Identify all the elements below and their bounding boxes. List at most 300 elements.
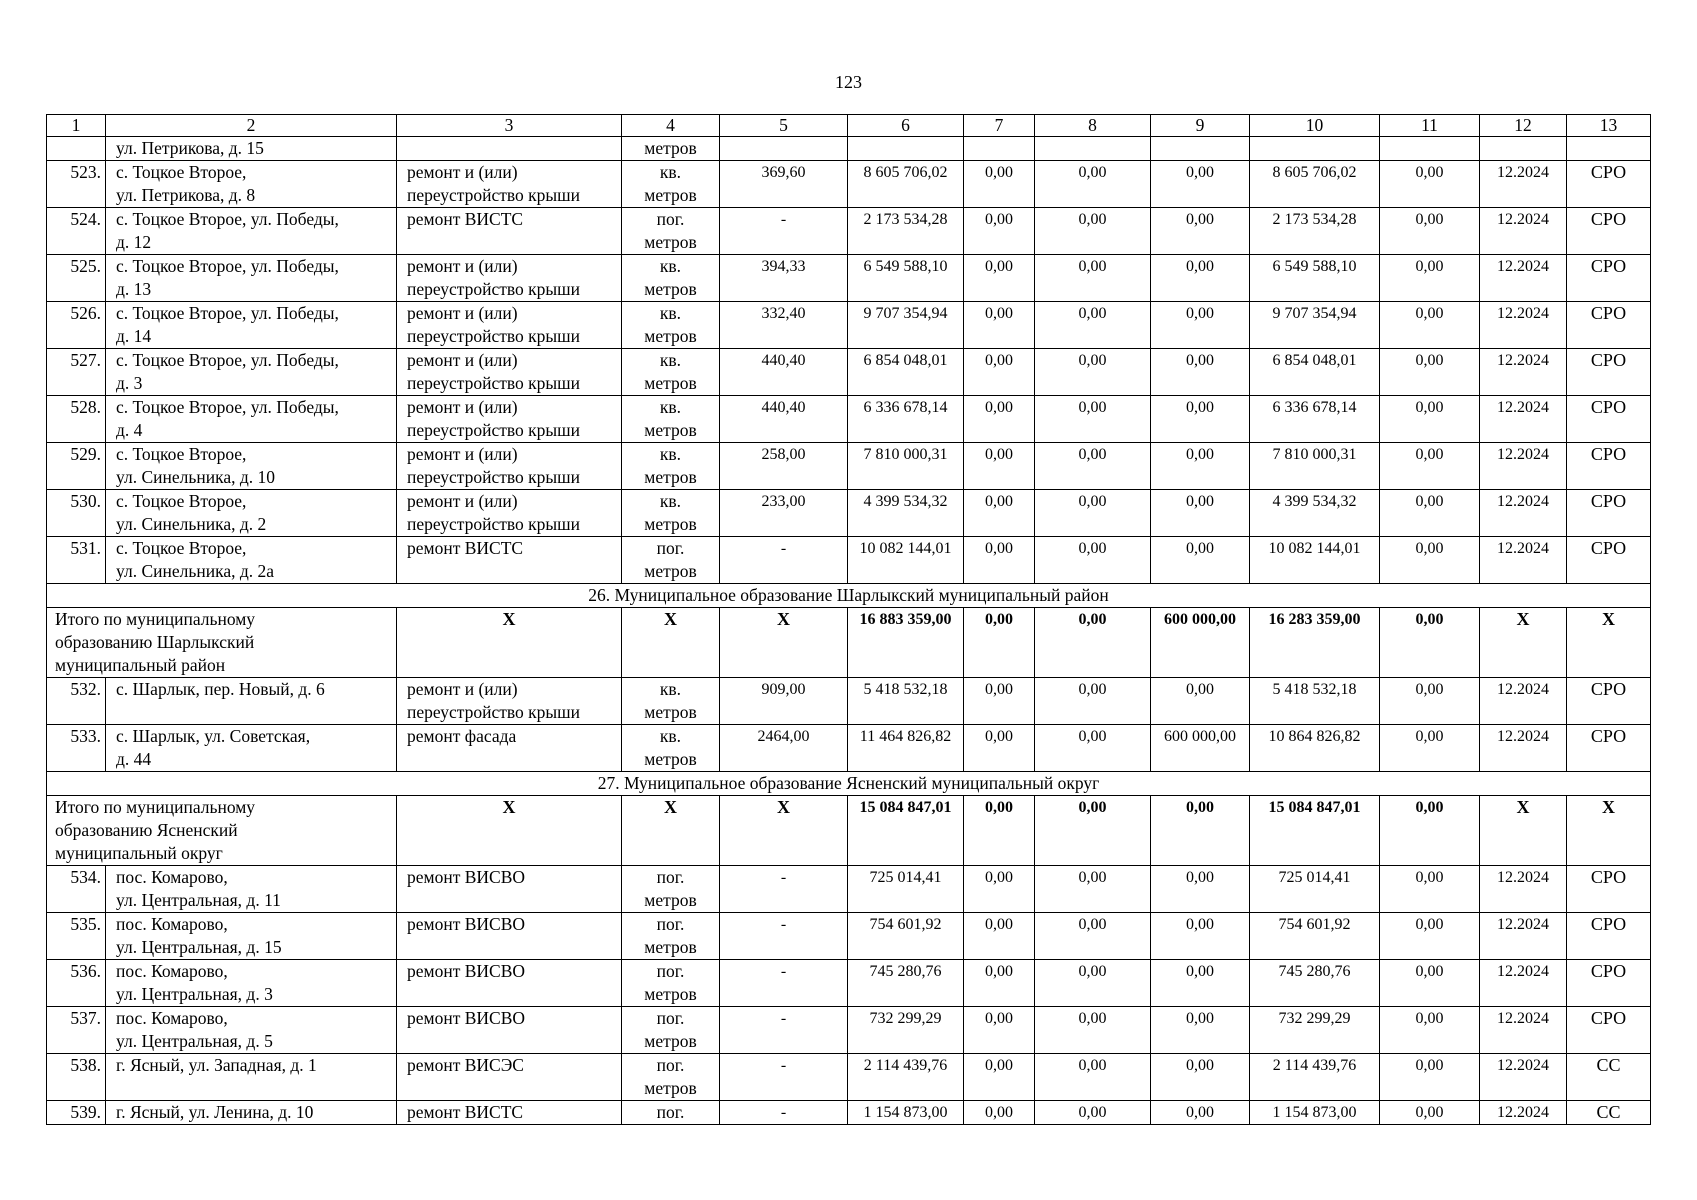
deadline-cell: 12.2024 bbox=[1480, 349, 1567, 396]
unit-cell bbox=[622, 208, 720, 255]
row-number: 536. bbox=[47, 960, 106, 1007]
work-type-cell-line: ремонт и (или) bbox=[407, 350, 518, 370]
volume-cell: - bbox=[720, 960, 848, 1007]
cost-cell: 725 014,41 bbox=[848, 866, 964, 913]
row-number: 537. bbox=[47, 1007, 106, 1054]
address-cell-line: д. 3 bbox=[116, 373, 143, 393]
unit-cell bbox=[622, 1101, 720, 1125]
cost-cell: 754 601,92 bbox=[848, 913, 964, 960]
col10-cell: 2 114 439,76 bbox=[1250, 1054, 1380, 1101]
address-cell-line: г. Ясный, ул. Ленина, д. 10 bbox=[116, 1102, 314, 1122]
method-cell: СС bbox=[1567, 1054, 1651, 1101]
table-row bbox=[47, 255, 1651, 302]
address-cell bbox=[106, 866, 397, 913]
method-cell: СРО bbox=[1567, 255, 1651, 302]
col11-cell: 0,00 bbox=[1380, 1007, 1480, 1054]
unit-cell-line: метров bbox=[644, 1078, 697, 1098]
column-header: 13 bbox=[1567, 115, 1651, 137]
address-cell-line: с. Шарлык, пер. Новый, д. 6 bbox=[116, 679, 325, 699]
col7-cell: 0,00 bbox=[964, 349, 1035, 396]
deadline-cell: 12.2024 bbox=[1480, 302, 1567, 349]
col11-cell: 0,00 bbox=[1380, 161, 1480, 208]
method-cell: СРО bbox=[1567, 960, 1651, 1007]
address-cell-line: д. 4 bbox=[116, 420, 143, 440]
address-cell-line: пос. Комарово, bbox=[116, 867, 228, 887]
col7-cell: 0,00 bbox=[964, 960, 1035, 1007]
col9-cell: 600 000,00 bbox=[1151, 725, 1250, 772]
address-cell-line: с. Тоцкое Второе, ул. Победы, bbox=[116, 256, 339, 276]
col10-cell bbox=[1250, 137, 1380, 161]
column-header: 1 bbox=[47, 115, 106, 137]
col8-cell: 0,00 bbox=[1035, 443, 1151, 490]
work-type-cell-line: переустройство крыши bbox=[407, 326, 580, 346]
col11-cell: 0,00 bbox=[1380, 349, 1480, 396]
col10-cell: 6 854 048,01 bbox=[1250, 349, 1380, 396]
col11-cell: 0,00 bbox=[1380, 490, 1480, 537]
work-type-cell-line: ремонт ВИСТС bbox=[407, 1102, 524, 1122]
total-label bbox=[47, 796, 397, 866]
total-col8: 0,00 bbox=[1035, 796, 1151, 866]
address-cell-line: ул. Синельника, д. 10 bbox=[116, 467, 275, 487]
method-cell: СРО bbox=[1567, 913, 1651, 960]
method-cell: СРО bbox=[1567, 349, 1651, 396]
unit-cell-line: метров bbox=[644, 232, 697, 252]
col10-cell: 725 014,41 bbox=[1250, 866, 1380, 913]
col11-cell: 0,00 bbox=[1380, 208, 1480, 255]
unit-cell-line: кв. bbox=[659, 397, 682, 417]
work-type-cell-line: ремонт ВИСВО bbox=[407, 867, 526, 887]
col9-cell: 0,00 bbox=[1151, 443, 1250, 490]
col8-cell bbox=[1035, 137, 1151, 161]
unit-cell-line: метров bbox=[644, 420, 697, 440]
col9-cell: 0,00 bbox=[1151, 1101, 1250, 1125]
col8-cell: 0,00 bbox=[1035, 208, 1151, 255]
col10-cell: 8 605 706,02 bbox=[1250, 161, 1380, 208]
col11-cell: 0,00 bbox=[1380, 396, 1480, 443]
work-type-cell bbox=[397, 866, 622, 913]
work-type-cell bbox=[397, 443, 622, 490]
total-cost: 16 883 359,00 bbox=[848, 608, 964, 678]
work-type-cell bbox=[397, 137, 622, 161]
address-cell bbox=[106, 349, 397, 396]
address-cell-line: с. Тоцкое Второе, ул. Победы, bbox=[116, 350, 339, 370]
col11-cell: 0,00 bbox=[1380, 255, 1480, 302]
col9-cell: 0,00 bbox=[1151, 255, 1250, 302]
work-type-cell-line: ремонт ВИСТС bbox=[407, 538, 524, 558]
unit-cell-line: пог. bbox=[656, 538, 685, 558]
row-number: 523. bbox=[47, 161, 106, 208]
col9-cell: 0,00 bbox=[1151, 208, 1250, 255]
table-row bbox=[47, 161, 1651, 208]
work-type-cell-line: ремонт и (или) bbox=[407, 679, 518, 699]
col11-cell: 0,00 bbox=[1380, 960, 1480, 1007]
table-row bbox=[47, 208, 1651, 255]
header-row bbox=[47, 115, 1651, 137]
unit-cell-line: метров bbox=[644, 514, 697, 534]
volume-cell: 233,00 bbox=[720, 490, 848, 537]
address-cell bbox=[106, 255, 397, 302]
address-cell bbox=[106, 1054, 397, 1101]
col10-cell: 10 864 826,82 bbox=[1250, 725, 1380, 772]
col8-cell: 0,00 bbox=[1035, 349, 1151, 396]
deadline-cell: 12.2024 bbox=[1480, 1007, 1567, 1054]
col7-cell: 0,00 bbox=[964, 1101, 1035, 1125]
row-number: 526. bbox=[47, 302, 106, 349]
deadline-cell: 12.2024 bbox=[1480, 255, 1567, 302]
volume-cell: - bbox=[720, 537, 848, 584]
work-type-cell bbox=[397, 960, 622, 1007]
unit-cell-line: кв. bbox=[659, 256, 682, 276]
column-header: 12 bbox=[1480, 115, 1567, 137]
volume-cell: - bbox=[720, 1007, 848, 1054]
work-type-cell-line: переустройство крыши bbox=[407, 185, 580, 205]
col10-cell: 732 299,29 bbox=[1250, 1007, 1380, 1054]
unit-cell-line: пог. bbox=[656, 867, 685, 887]
col11-cell: 0,00 bbox=[1380, 537, 1480, 584]
address-cell bbox=[106, 490, 397, 537]
work-type-cell-line: ремонт и (или) bbox=[407, 303, 518, 323]
address-cell-line: пос. Комарово, bbox=[116, 914, 228, 934]
total-label-line: Итого по муниципальному bbox=[55, 797, 256, 817]
work-type-cell-line: переустройство крыши bbox=[407, 467, 580, 487]
col8-cell: 0,00 bbox=[1035, 302, 1151, 349]
address-cell-line: ул. Петрикова, д. 8 bbox=[116, 185, 256, 205]
work-type-cell-line: ремонт фасада bbox=[407, 726, 517, 746]
work-type-cell-line: ремонт и (или) bbox=[407, 256, 518, 276]
table-row bbox=[47, 396, 1651, 443]
work-type-cell bbox=[397, 161, 622, 208]
unit-cell bbox=[622, 1054, 720, 1101]
deadline-cell: 12.2024 bbox=[1480, 490, 1567, 537]
volume-cell: - bbox=[720, 913, 848, 960]
col8-cell: 0,00 bbox=[1035, 1101, 1151, 1125]
unit-cell-line: метров bbox=[644, 702, 697, 722]
address-cell-line: с. Шарлык, ул. Советская, bbox=[116, 726, 311, 746]
total-col10: 16 283 359,00 bbox=[1250, 608, 1380, 678]
col9-cell: 0,00 bbox=[1151, 866, 1250, 913]
address-cell-line: с. Тоцкое Второе, bbox=[116, 162, 247, 182]
method-cell: СРО bbox=[1567, 866, 1651, 913]
unit-cell-line: кв. bbox=[659, 444, 682, 464]
total-col12: X bbox=[1480, 608, 1567, 678]
table-row bbox=[47, 960, 1651, 1007]
cost-cell: 6 549 588,10 bbox=[848, 255, 964, 302]
method-cell: СРО bbox=[1567, 208, 1651, 255]
col9-cell: 0,00 bbox=[1151, 678, 1250, 725]
deadline-cell: 12.2024 bbox=[1480, 161, 1567, 208]
row-number: 535. bbox=[47, 913, 106, 960]
col10-cell: 7 810 000,31 bbox=[1250, 443, 1380, 490]
address-cell bbox=[106, 537, 397, 584]
table-row bbox=[47, 913, 1651, 960]
work-type-cell-line: ремонт ВИСВО bbox=[407, 961, 526, 981]
work-type-cell bbox=[397, 1101, 622, 1125]
page-number: 123 bbox=[835, 72, 862, 92]
work-type-cell-line: ремонт ВИСТС bbox=[407, 209, 524, 229]
work-type-cell bbox=[397, 678, 622, 725]
work-type-cell-line: ремонт и (или) bbox=[407, 491, 518, 511]
unit-cell bbox=[622, 490, 720, 537]
section-title: 27. Муниципальное образование Ясненский муниципальный округ bbox=[47, 772, 1651, 796]
address-cell-line: ул. Синельника, д. 2а bbox=[116, 561, 275, 581]
address-cell-line: с. Тоцкое Второе, bbox=[116, 538, 247, 558]
col11-cell: 0,00 bbox=[1380, 1101, 1480, 1125]
volume-cell: 440,40 bbox=[720, 396, 848, 443]
col9-cell: 0,00 bbox=[1151, 161, 1250, 208]
row-number: 534. bbox=[47, 866, 106, 913]
total-col3: X bbox=[397, 796, 622, 866]
col7-cell: 0,00 bbox=[964, 396, 1035, 443]
col7-cell bbox=[964, 137, 1035, 161]
table-row bbox=[47, 1054, 1651, 1101]
address-cell bbox=[106, 725, 397, 772]
col7-cell: 0,00 bbox=[964, 161, 1035, 208]
work-type-cell-line: ремонт и (или) bbox=[407, 444, 518, 464]
col7-cell: 0,00 bbox=[964, 678, 1035, 725]
row-number: 525. bbox=[47, 255, 106, 302]
volume-cell bbox=[720, 137, 848, 161]
cost-cell: 5 418 532,18 bbox=[848, 678, 964, 725]
deadline-cell: 12.2024 bbox=[1480, 678, 1567, 725]
address-cell-line: с. Тоцкое Второе, ул. Победы, bbox=[116, 209, 339, 229]
column-header: 6 bbox=[848, 115, 964, 137]
address-cell-line: ул. Петрикова, д. 15 bbox=[116, 138, 264, 158]
deadline-cell: 12.2024 bbox=[1480, 208, 1567, 255]
table-row bbox=[47, 349, 1651, 396]
col7-cell: 0,00 bbox=[964, 302, 1035, 349]
unit-cell-line: пог. bbox=[656, 1055, 685, 1075]
volume-cell: 2464,00 bbox=[720, 725, 848, 772]
row-number: 531. bbox=[47, 537, 106, 584]
total-label-line: муниципальный округ bbox=[55, 843, 223, 863]
volume-cell: - bbox=[720, 1101, 848, 1125]
col9-cell: 0,00 bbox=[1151, 490, 1250, 537]
unit-cell bbox=[622, 960, 720, 1007]
total-label-line: образованию Ясненский bbox=[55, 820, 238, 840]
col9-cell: 0,00 bbox=[1151, 537, 1250, 584]
unit-cell-line: пог. bbox=[656, 1008, 685, 1028]
deadline-cell: 12.2024 bbox=[1480, 537, 1567, 584]
col11-cell: 0,00 bbox=[1380, 443, 1480, 490]
unit-cell bbox=[622, 866, 720, 913]
deadline-cell: 12.2024 bbox=[1480, 913, 1567, 960]
col9-cell: 0,00 bbox=[1151, 913, 1250, 960]
total-col7: 0,00 bbox=[964, 608, 1035, 678]
cost-cell: 732 299,29 bbox=[848, 1007, 964, 1054]
total-label-line: образованию Шарлыкский bbox=[55, 632, 255, 652]
total-row bbox=[47, 608, 1651, 678]
cost-cell: 6 854 048,01 bbox=[848, 349, 964, 396]
cost-cell: 9 707 354,94 bbox=[848, 302, 964, 349]
col7-cell: 0,00 bbox=[964, 537, 1035, 584]
column-header: 11 bbox=[1380, 115, 1480, 137]
unit-cell bbox=[622, 443, 720, 490]
unit-cell-line: кв. bbox=[659, 350, 682, 370]
unit-cell bbox=[622, 1007, 720, 1054]
address-cell bbox=[106, 396, 397, 443]
address-cell-line: с. Тоцкое Второе, ул. Победы, bbox=[116, 303, 339, 323]
unit-cell bbox=[622, 913, 720, 960]
volume-cell: - bbox=[720, 866, 848, 913]
method-cell: СРО bbox=[1567, 443, 1651, 490]
work-type-cell bbox=[397, 725, 622, 772]
total-col9: 600 000,00 bbox=[1151, 608, 1250, 678]
address-cell-line: г. Ясный, ул. Западная, д. 1 bbox=[116, 1055, 317, 1075]
unit-cell-line: метров bbox=[644, 984, 697, 1004]
total-col9: 0,00 bbox=[1151, 796, 1250, 866]
total-col4: X bbox=[622, 796, 720, 866]
method-cell: СРО bbox=[1567, 302, 1651, 349]
total-row bbox=[47, 796, 1651, 866]
column-header: 4 bbox=[622, 115, 720, 137]
unit-cell bbox=[622, 137, 720, 161]
cost-cell: 2 173 534,28 bbox=[848, 208, 964, 255]
unit-cell-line: кв. bbox=[659, 162, 682, 182]
total-col4: X bbox=[622, 608, 720, 678]
row-number: 529. bbox=[47, 443, 106, 490]
unit-cell bbox=[622, 725, 720, 772]
col8-cell: 0,00 bbox=[1035, 255, 1151, 302]
cost-cell: 7 810 000,31 bbox=[848, 443, 964, 490]
volume-cell: - bbox=[720, 1054, 848, 1101]
col9-cell: 0,00 bbox=[1151, 1007, 1250, 1054]
address-cell bbox=[106, 137, 397, 161]
unit-cell-line: метров bbox=[644, 467, 697, 487]
col7-cell: 0,00 bbox=[964, 443, 1035, 490]
table-row bbox=[47, 678, 1651, 725]
col7-cell: 0,00 bbox=[964, 725, 1035, 772]
row-number bbox=[47, 137, 106, 161]
table-row bbox=[47, 537, 1651, 584]
unit-cell-line: метров bbox=[644, 138, 697, 158]
address-cell bbox=[106, 443, 397, 490]
volume-cell: - bbox=[720, 208, 848, 255]
cost-cell: 10 082 144,01 bbox=[848, 537, 964, 584]
column-header: 9 bbox=[1151, 115, 1250, 137]
unit-cell-line: метров bbox=[644, 279, 697, 299]
work-type-cell bbox=[397, 537, 622, 584]
unit-cell bbox=[622, 537, 720, 584]
col8-cell: 0,00 bbox=[1035, 725, 1151, 772]
address-cell-line: ул. Центральная, д. 3 bbox=[116, 984, 273, 1004]
col9-cell: 0,00 bbox=[1151, 1054, 1250, 1101]
unit-cell-line: метров bbox=[644, 561, 697, 581]
table-row bbox=[47, 866, 1651, 913]
unit-cell bbox=[622, 349, 720, 396]
unit-cell-line: кв. bbox=[659, 303, 682, 323]
total-col5: X bbox=[720, 796, 848, 866]
col10-cell: 2 173 534,28 bbox=[1250, 208, 1380, 255]
col8-cell: 0,00 bbox=[1035, 1054, 1151, 1101]
address-cell bbox=[106, 1007, 397, 1054]
section-title: 26. Муниципальное образование Шарлыкский муниципальный район bbox=[47, 584, 1651, 608]
work-type-cell bbox=[397, 396, 622, 443]
address-cell bbox=[106, 678, 397, 725]
col7-cell: 0,00 bbox=[964, 490, 1035, 537]
method-cell: СРО bbox=[1567, 161, 1651, 208]
deadline-cell: 12.2024 bbox=[1480, 866, 1567, 913]
method-cell: СРО bbox=[1567, 490, 1651, 537]
work-type-cell-line: ремонт и (или) bbox=[407, 162, 518, 182]
method-cell: СРО bbox=[1567, 396, 1651, 443]
cost-cell: 2 114 439,76 bbox=[848, 1054, 964, 1101]
work-type-cell-line: переустройство крыши bbox=[407, 514, 580, 534]
unit-cell-line: метров bbox=[644, 326, 697, 346]
unit-cell-line: кв. bbox=[659, 491, 682, 511]
address-cell-line: ул. Центральная, д. 11 bbox=[116, 890, 281, 910]
column-header: 10 bbox=[1250, 115, 1380, 137]
address-cell-line: с. Тоцкое Второе, bbox=[116, 491, 247, 511]
table-row bbox=[47, 725, 1651, 772]
table-row bbox=[47, 1007, 1651, 1054]
total-col11: 0,00 bbox=[1380, 608, 1480, 678]
address-cell bbox=[106, 208, 397, 255]
work-type-cell-line: переустройство крыши bbox=[407, 279, 580, 299]
table-row bbox=[47, 302, 1651, 349]
col7-cell: 0,00 bbox=[964, 255, 1035, 302]
unit-cell-line: пог. bbox=[656, 209, 685, 229]
method-cell bbox=[1567, 137, 1651, 161]
address-cell-line: ул. Центральная, д. 15 bbox=[116, 937, 282, 957]
work-type-cell bbox=[397, 1007, 622, 1054]
cost-cell: 745 280,76 bbox=[848, 960, 964, 1007]
unit-cell bbox=[622, 255, 720, 302]
work-type-cell bbox=[397, 349, 622, 396]
volume-cell: 369,60 bbox=[720, 161, 848, 208]
unit-cell bbox=[622, 161, 720, 208]
row-number: 530. bbox=[47, 490, 106, 537]
table-row bbox=[47, 443, 1651, 490]
work-type-cell-line: переустройство крыши bbox=[407, 702, 580, 722]
address-cell bbox=[106, 913, 397, 960]
unit-cell-line: метров bbox=[644, 1031, 697, 1051]
address-cell bbox=[106, 161, 397, 208]
col9-cell: 0,00 bbox=[1151, 960, 1250, 1007]
work-type-cell-line bbox=[407, 137, 617, 160]
col10-cell: 6 336 678,14 bbox=[1250, 396, 1380, 443]
col10-cell: 9 707 354,94 bbox=[1250, 302, 1380, 349]
volume-cell: 258,00 bbox=[720, 443, 848, 490]
work-type-cell bbox=[397, 913, 622, 960]
volume-cell: 394,33 bbox=[720, 255, 848, 302]
column-header: 5 bbox=[720, 115, 848, 137]
work-type-cell-line: переустройство крыши bbox=[407, 373, 580, 393]
col11-cell: 0,00 bbox=[1380, 1054, 1480, 1101]
address-cell bbox=[106, 1101, 397, 1125]
total-col8: 0,00 bbox=[1035, 608, 1151, 678]
work-type-cell bbox=[397, 208, 622, 255]
work-type-cell bbox=[397, 255, 622, 302]
work-type-cell bbox=[397, 302, 622, 349]
deadline-cell bbox=[1480, 137, 1567, 161]
deadline-cell: 12.2024 bbox=[1480, 1101, 1567, 1125]
cost-cell: 11 464 826,82 bbox=[848, 725, 964, 772]
address-cell-line: пос. Комарово, bbox=[116, 1008, 228, 1028]
address-cell-line: д. 44 bbox=[116, 749, 152, 769]
col7-cell: 0,00 bbox=[964, 208, 1035, 255]
work-type-cell-line: ремонт ВИСВО bbox=[407, 1008, 526, 1028]
unit-cell-line: пог. bbox=[656, 961, 685, 981]
total-col12: X bbox=[1480, 796, 1567, 866]
total-col5: X bbox=[720, 608, 848, 678]
deadline-cell: 12.2024 bbox=[1480, 443, 1567, 490]
column-header: 2 bbox=[106, 115, 397, 137]
unit-cell-line: пог. bbox=[656, 1102, 685, 1122]
total-col13: X bbox=[1567, 796, 1651, 866]
row-number: 527. bbox=[47, 349, 106, 396]
address-cell-line: с. Тоцкое Второе, bbox=[116, 444, 247, 464]
unit-cell-line: пог. bbox=[656, 914, 685, 934]
